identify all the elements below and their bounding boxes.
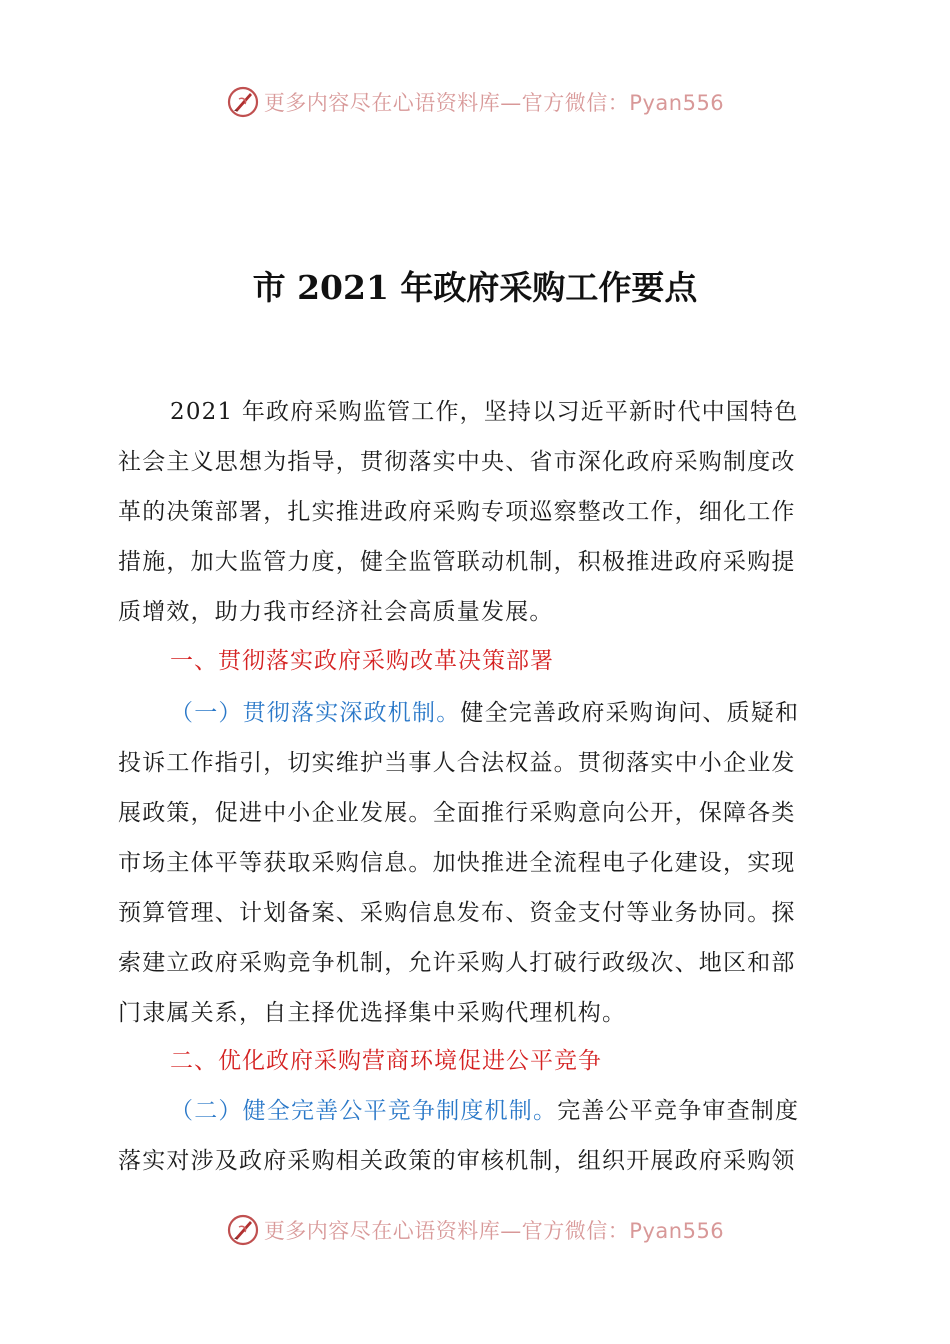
paragraph-line: 落实对涉及政府采购相关政策的审核机制，组织开展政府采购领: [118, 1148, 796, 1174]
watermark-text: 更多内容尽在心语资料库—官方微信：Pyan556: [263, 1219, 725, 1243]
paragraph-line: 投诉工作指引，切实维护当事人合法权益。贯彻落实中小企业发: [118, 750, 796, 776]
paragraph-line: 市场主体平等获取采购信息。加快推进全流程电子化建设，实现: [118, 850, 796, 876]
section-2-paragraph: [118, 1086, 830, 1186]
subheading-1: （一）贯彻落实深政机制。: [170, 700, 461, 726]
document-title: 市 2021 年政府采购工作要点: [252, 268, 698, 307]
paragraph-line: 2021 年政府采购监管工作，坚持以习近平新时代中国特色: [170, 399, 799, 425]
section-heading-1: 一、贯彻落实政府采购改革决策部署: [170, 648, 554, 674]
paragraph-line: 社会主义思想为指导，贯彻落实中央、省市深化政府采购制度改: [118, 449, 796, 475]
paragraph-line: 革的决策部署，扎实推进政府采购专项巡察整改工作，细化工作: [118, 499, 796, 525]
section-heading-2: 二、优化政府采购营商环境促进公平竞争: [170, 1048, 602, 1074]
paragraph-first-line: [118, 688, 830, 738]
paragraph-line: 索建立政府采购竞争机制，允许采购人打破行政级次、地区和部: [118, 950, 796, 976]
paragraph-first-line: [118, 1086, 830, 1136]
paragraph-line: 门隶属关系，自主择优选择集中采购代理机构。: [118, 1000, 627, 1026]
paragraph-line: 展政策，促进中小企业发展。全面推行采购意向公开，保障各类: [118, 800, 796, 826]
quill-pen-logo-icon: [226, 1213, 260, 1247]
watermark-text: 更多内容尽在心语资料库—官方微信：Pyan556: [263, 91, 725, 115]
subheading-2: （二）健全完善公平竞争制度机制。: [170, 1098, 558, 1124]
paragraph-line: 措施，加大监管力度，健全监管联动机制，积极推进政府采购提: [118, 549, 796, 575]
watermark-bottom: [0, 1210, 950, 1250]
intro-paragraph: [118, 387, 830, 637]
paragraph-text: 完善公平竞争审查制度: [557, 1098, 800, 1124]
paragraph-text: 健全完善政府采购询问、质疑和: [460, 700, 800, 726]
paragraph-line: 质增效，助力我市经济社会高质量发展。: [118, 599, 554, 625]
watermark-top: [0, 82, 950, 122]
paragraph-line: 预算管理、计划备案、采购信息发布、资金支付等业务协同。探: [118, 900, 796, 926]
section-1-paragraph: [118, 688, 830, 1038]
quill-pen-logo-icon: [226, 85, 260, 119]
